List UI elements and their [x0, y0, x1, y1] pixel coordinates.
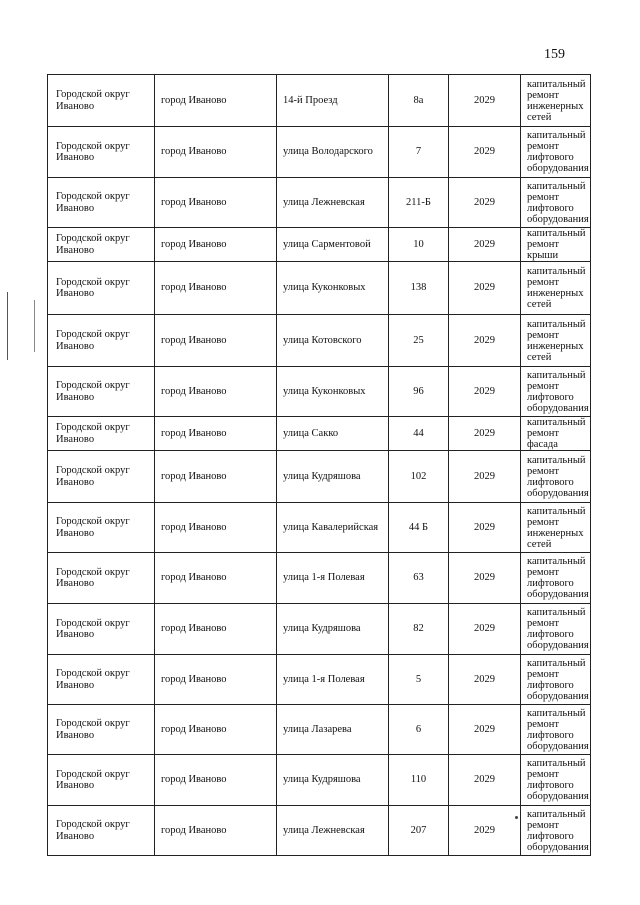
page-number: 159 [544, 47, 565, 62]
table-row [48, 451, 591, 503]
street-cell: улица Куконковых [277, 367, 389, 417]
table-row [48, 315, 591, 367]
city-cell: город Иваново [155, 228, 277, 262]
year-cell: 2029 [449, 806, 521, 856]
street-cell: улица Сарментовой [277, 228, 389, 262]
house-number-cell: 8а [389, 75, 449, 127]
street-cell: улица Кудряшова [277, 451, 389, 503]
work-type-cell: капитальный ремонт лифтового оборудования [521, 604, 591, 655]
work-type-cell: капитальный ремонт лифтового оборудования [521, 655, 591, 705]
work-type-cell: капитальный ремонт лифтового оборудования [521, 367, 591, 417]
street-cell: улица Кудряшова [277, 755, 389, 806]
year-cell: 2029 [449, 655, 521, 705]
district-cell: Городской округ Иваново [48, 127, 155, 178]
table-row [48, 367, 591, 417]
street-cell: улица Лазарева [277, 705, 389, 755]
work-type-cell: капитальный ремонт лифтового оборудования [521, 705, 591, 755]
district-cell: Городской округ Иваново [48, 451, 155, 503]
table-row [48, 75, 591, 127]
street-cell: улица Сакко [277, 417, 389, 451]
city-cell: город Иваново [155, 503, 277, 553]
house-number-cell: 5 [389, 655, 449, 705]
work-type-cell: капитальный ремонт инженерных сетей [521, 315, 591, 367]
work-type-cell: капитальный ремонт крыши [521, 228, 591, 262]
city-cell: город Иваново [155, 451, 277, 503]
house-number-cell: 25 [389, 315, 449, 367]
work-type-cell: капитальный ремонт лифтового оборудования [521, 553, 591, 604]
street-cell: улица Куконковых [277, 262, 389, 315]
year-cell: 2029 [449, 705, 521, 755]
year-cell: 2029 [449, 451, 521, 503]
street-cell: улица 1-я Полевая [277, 655, 389, 705]
district-cell: Городской округ Иваново [48, 367, 155, 417]
district-cell: Городской округ Иваново [48, 417, 155, 451]
work-type-cell: капитальный ремонт лифтового оборудования [521, 178, 591, 228]
street-cell: 14-й Проезд [277, 75, 389, 127]
work-type-cell: капитальный ремонт инженерных сетей [521, 262, 591, 315]
table-row [48, 604, 591, 655]
table-row [48, 655, 591, 705]
city-cell: город Иваново [155, 417, 277, 451]
city-cell: город Иваново [155, 655, 277, 705]
district-cell: Городской округ Иваново [48, 705, 155, 755]
table-row [48, 705, 591, 755]
year-cell: 2029 [449, 75, 521, 127]
city-cell: город Иваново [155, 553, 277, 604]
work-type-cell: капитальный ремонт лифтового оборудования [521, 127, 591, 178]
house-number-cell: 63 [389, 553, 449, 604]
city-cell: город Иваново [155, 367, 277, 417]
city-cell: город Иваново [155, 315, 277, 367]
table-row [48, 262, 591, 315]
year-cell: 2029 [449, 553, 521, 604]
district-cell: Городской округ Иваново [48, 553, 155, 604]
district-cell: Городской округ Иваново [48, 228, 155, 262]
city-cell: город Иваново [155, 806, 277, 856]
street-cell: улица Лежневская [277, 178, 389, 228]
house-number-cell: 44 Б [389, 503, 449, 553]
table-row [48, 228, 591, 262]
year-cell: 2029 [449, 755, 521, 806]
street-cell: улица Кудряшова [277, 604, 389, 655]
house-number-cell: 44 [389, 417, 449, 451]
work-type-cell: капитальный ремонт фасада [521, 417, 591, 451]
district-cell: Городской округ Иваново [48, 806, 155, 856]
district-cell: Городской округ Иваново [48, 262, 155, 315]
city-cell: город Иваново [155, 178, 277, 228]
house-number-cell: 7 [389, 127, 449, 178]
city-cell: город Иваново [155, 755, 277, 806]
house-number-cell: 6 [389, 705, 449, 755]
work-type-cell: капитальный ремонт лифтового оборудования [521, 755, 591, 806]
work-type-cell: капитальный ремонт инженерных сетей [521, 503, 591, 553]
house-number-cell: 10 [389, 228, 449, 262]
table-row [48, 503, 591, 553]
work-type-cell: капитальный ремонт лифтового оборудования [521, 806, 591, 856]
table-row [48, 806, 591, 856]
scan-margin-line [7, 292, 8, 360]
table-row [48, 127, 591, 178]
house-number-cell: 211-Б [389, 178, 449, 228]
table-row [48, 755, 591, 806]
year-cell: 2029 [449, 228, 521, 262]
year-cell: 2029 [449, 178, 521, 228]
house-number-cell: 96 [389, 367, 449, 417]
year-cell: 2029 [449, 367, 521, 417]
table-body [48, 75, 591, 856]
district-cell: Городской округ Иваново [48, 75, 155, 127]
street-cell: улица Володарского [277, 127, 389, 178]
district-cell: Городской округ Иваново [48, 755, 155, 806]
district-cell: Городской округ Иваново [48, 178, 155, 228]
year-cell: 2029 [449, 417, 521, 451]
work-type-cell: капитальный ремонт инженерных сетей [521, 75, 591, 127]
street-cell: улица Кавалерийская [277, 503, 389, 553]
table-row [48, 417, 591, 451]
city-cell: город Иваново [155, 75, 277, 127]
house-number-cell: 138 [389, 262, 449, 315]
year-cell: 2029 [449, 315, 521, 367]
house-number-cell: 110 [389, 755, 449, 806]
district-cell: Городской округ Иваново [48, 503, 155, 553]
street-cell: улица 1-я Полевая [277, 553, 389, 604]
house-number-cell: 207 [389, 806, 449, 856]
district-cell: Городской округ Иваново [48, 655, 155, 705]
district-cell: Городской округ Иваново [48, 604, 155, 655]
city-cell: город Иваново [155, 604, 277, 655]
house-number-cell: 102 [389, 451, 449, 503]
year-cell: 2029 [449, 127, 521, 178]
year-cell: 2029 [449, 262, 521, 315]
house-number-cell: 82 [389, 604, 449, 655]
housing-repair-table [47, 74, 591, 856]
table-row [48, 553, 591, 604]
city-cell: город Иваново [155, 127, 277, 178]
city-cell: город Иваново [155, 705, 277, 755]
year-cell: 2029 [449, 604, 521, 655]
table-row [48, 178, 591, 228]
city-cell: город Иваново [155, 262, 277, 315]
street-cell: улица Котовского [277, 315, 389, 367]
work-type-cell: капитальный ремонт лифтового оборудования [521, 451, 591, 503]
district-cell: Городской округ Иваново [48, 315, 155, 367]
street-cell: улица Лежневская [277, 806, 389, 856]
year-cell: 2029 [449, 503, 521, 553]
scan-margin-line [34, 300, 35, 352]
